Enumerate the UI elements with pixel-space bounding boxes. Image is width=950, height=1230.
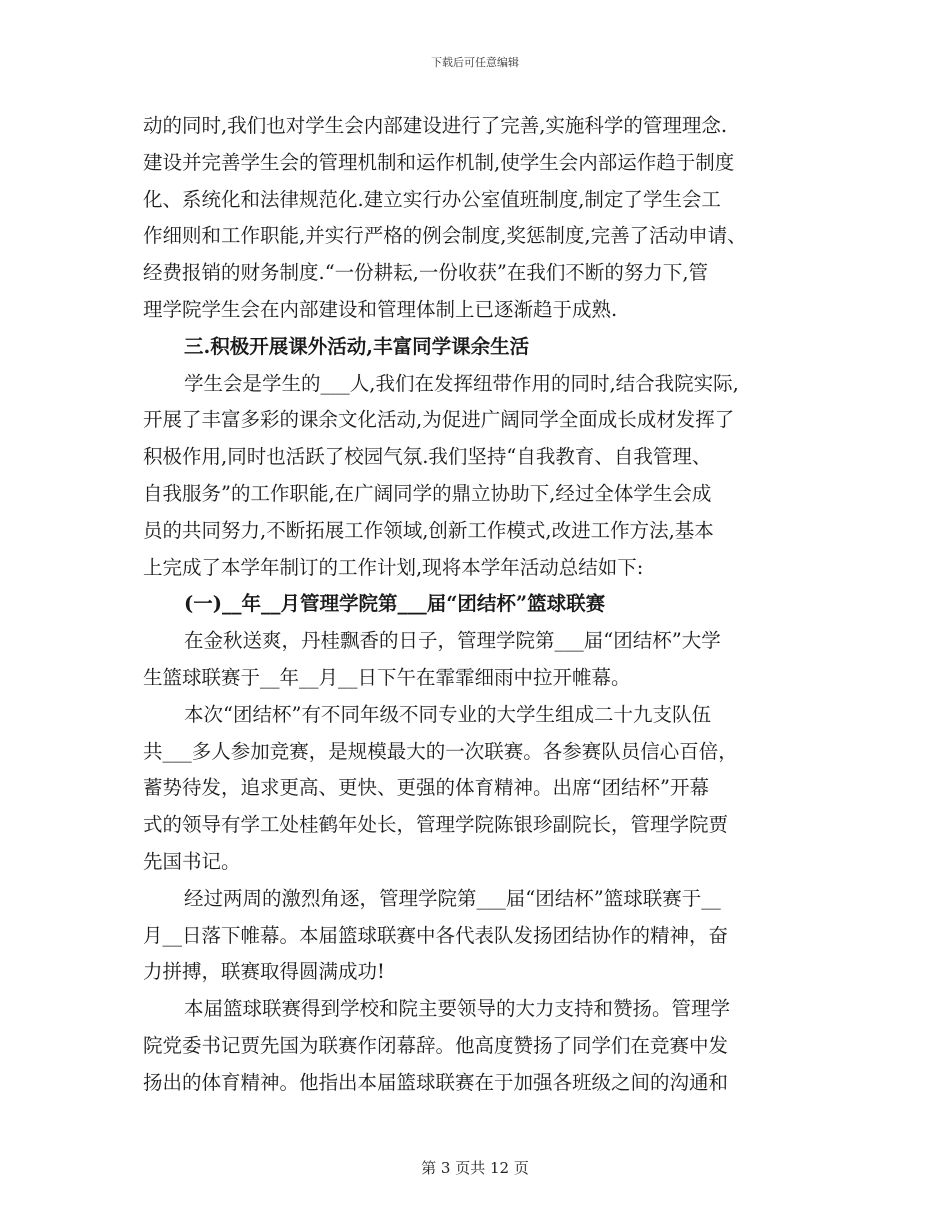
page-header: 下载后可任意编辑 bbox=[431, 56, 519, 69]
text-line: 作细则和工作职能,并实行严格的例会制度,奖惩制度,完善了活动申请、 bbox=[143, 224, 747, 248]
text-line: 共___多人参加竞赛，是规模最大的一次联赛。各参赛队员信心百倍， bbox=[143, 739, 738, 763]
text-line: 本次“团结杯”有不同年级不同专业的大学生组成二十九支队伍 bbox=[184, 702, 711, 726]
text-line: 上完成了本学年制订的工作计划,现将本学年活动总结如下: bbox=[143, 555, 644, 579]
document-body bbox=[143, 108, 823, 1102]
text-line: 院党委书记贾先国为联赛作闭幕辞。他高度赞扬了同学们在竞赛中发 bbox=[143, 1033, 729, 1057]
text-line: 动的同时,我们也对学生会内部建设进行了完善,实施科学的管理理念. bbox=[143, 114, 728, 137]
text-line: 扬出的体育精神。他指出本届篮球联赛在于加强各班级之间的沟通和 bbox=[143, 1070, 729, 1094]
text-line: 月__日落下帷幕。本届篮球联赛中各代表队发扬团结协作的精神，奋 bbox=[143, 923, 729, 947]
text-line: 学生会是学生的___人,我们在发挥纽带作用的同时,结合我院实际, bbox=[184, 371, 739, 395]
text-line: 经过两周的激烈角逐，管理学院第___届“团结杯”篮球联赛于__ bbox=[184, 886, 721, 910]
text-line: 式的领导有学工处桂鹤年处长，管理学院陈银珍副院长，管理学院贾 bbox=[143, 813, 729, 837]
text-line: 蓄势待发，追求更高、更快、更强的体育精神。出席“团结杯”开幕 bbox=[143, 776, 709, 800]
text-line: 生篮球联赛于__年__月__日下午在霏霏细雨中拉开帷幕。 bbox=[143, 665, 631, 689]
text-line: 经费报销的财务制度.“一份耕耘,一份收获”在我们不断的努力下,管 bbox=[143, 261, 709, 285]
text-line: 自我服务”的工作职能,在广阔同学的鼎立协助下,经过全体学生会成 bbox=[143, 481, 712, 505]
text-line: 本届篮球联赛得到学校和院主要领导的大力支持和赞扬。管理学 bbox=[184, 997, 731, 1021]
text-line: 力拼搏，联赛取得圆满成功! bbox=[143, 960, 385, 984]
text-line: 员的共同努力,不断拓展工作领域,创新工作模式,改进工作方法,基本 bbox=[143, 518, 714, 542]
text-line: 开展了丰富多彩的课余文化活动,为促进广阔同学全面成长成材发挥了 bbox=[143, 408, 735, 432]
page-footer: 第 3 页共 12 页 bbox=[421, 1159, 529, 1177]
text-line: 建设并完善学生会的管理机制和运作机制,使学生会内部运作趋于制度 bbox=[143, 150, 735, 174]
section-heading: (一)__年__月管理学院第___届“团结杯”篮球联赛 bbox=[184, 592, 606, 616]
text-line: 化、系统化和法律规范化.建立实行办公室值班制度,制定了学生会工 bbox=[143, 187, 721, 211]
text-line: 理学院学生会在内部建设和管理体制上已逐渐趋于成熟. bbox=[143, 297, 618, 321]
text-line: 积极作用,同时也活跃了校园气氛.我们坚持“自我教育、自我管理、 bbox=[143, 445, 712, 469]
section-heading: 三.积极开展课外活动,丰富同学课余生活 bbox=[184, 334, 530, 358]
text-line: 在金秋送爽，丹桂飘香的日子，管理学院第___届“团结杯”大学 bbox=[184, 629, 721, 653]
text-line: 先国书记。 bbox=[143, 849, 241, 873]
